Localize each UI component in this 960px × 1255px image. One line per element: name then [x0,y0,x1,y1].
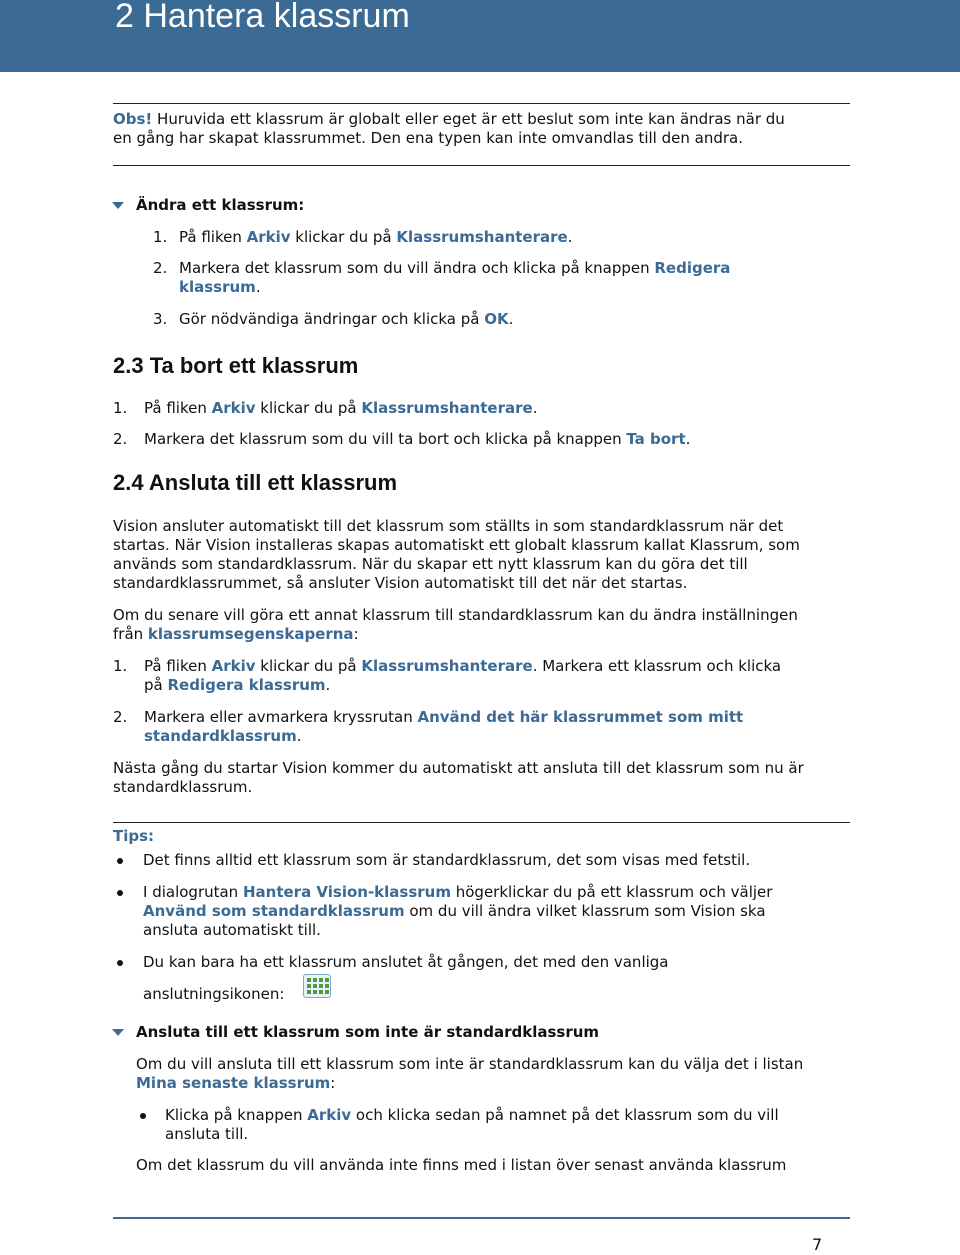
edit-step-1: 1. [153,228,168,246]
s24-para2-line1: Om du senare vill göra ett annat klassrum till standardklassrum kan du ändra inställningen [113,606,798,624]
section-2-3-heading: 2.3 Ta bort ett klassrum [113,353,359,378]
tips-rule [113,822,850,823]
s24-step-1-num: 1. [113,657,128,675]
note-bottom-rule [113,165,850,166]
connect-para1-line2: Mina senaste klassrum: [136,1074,336,1092]
tip-2-line2: Använd som standardklassrum om du vill ändra vilket klassrum som Vision ska [143,902,766,920]
edit-section-title[interactable]: Ändra ett klassrum: [136,196,305,214]
section-2-4-heading: 2.4 Ansluta till ett klassrum [113,470,398,495]
tip-3-line1: Du kan bara ha ett klassrum anslutet åt gången, det med den vanliga [143,953,669,971]
note-top-rule [113,103,850,104]
note-line-2: en gång har skapat klassrummet. Den ena typen kan inte omvandlas till den andra. [113,129,743,147]
s23-step-2-num: 2. [113,430,128,448]
connect-bullet-line2: ansluta till. [165,1125,249,1143]
note-label: Obs! [113,110,153,128]
edit-step-1-text: På fliken Arkiv klickar du på Klassrumshanterare. [179,228,573,246]
connect-para1-line1: Om du vill ansluta till ett klassrum som inte är standardklassrum kan du välja det i listan [136,1055,804,1073]
s24-para1-line2: startas. När Vision installeras skapas automatiskt ett globalt klassrum kallat Klassrum, som [113,536,800,554]
tips-title: Tips: [113,827,155,845]
s23-step-1-num: 1. [113,399,128,417]
s23-step-2-text: Markera det klassrum som du vill ta bort och klicka på knappen Ta bort. [144,430,691,448]
bullet-icon [140,1113,146,1119]
s23-step-1-text: På fliken Arkiv klickar du på Klassrumshanterare. [144,399,538,417]
s24-step-1-cont: på Redigera klassrum. [144,676,331,694]
edit-step-2-num: 2. [153,259,168,277]
edit-step-2-cont: klassrum. [179,278,261,296]
expand-triangle-icon[interactable] [112,202,124,209]
page-title: 2 Hantera klassrum [115,0,410,35]
connect-bullet-line1: Klicka på knappen Arkiv och klicka sedan på namnet på det klassrum som du vill [165,1106,779,1124]
s24-step-2-num: 2. [113,708,128,726]
s24-para2-line2: från klassrumsegenskaperna: [113,625,359,643]
connect-section-title[interactable]: Ansluta till ett klassrum som inte är standardklassrum [136,1023,600,1041]
expand-triangle-icon[interactable] [112,1029,124,1036]
edit-step-3-num: 3. [153,310,168,328]
footer-rule [113,1217,850,1219]
page-number: 7 [812,1235,823,1254]
s24-step-2-text: Markera eller avmarkera kryssrutan Använd det här klassrummet som mitt [144,708,744,726]
s24-para1-line4: standardklassrummet, så ansluter Vision automatiskt till det när det startas. [113,574,688,592]
connection-grid-icon [303,974,331,998]
connect-para2: Om det klassrum du vill använda inte finns med i listan över senast använda klassrum [136,1156,787,1174]
tip-2-line3: ansluta automatiskt till. [143,921,321,939]
tip-2-line1: I dialogrutan Hantera Vision-klassrum högerklickar du på ett klassrum och väljer [143,883,773,901]
s24-para1-line1: Vision ansluter automatiskt till det klassrum som ställts in som standardklassrum när det [113,517,784,535]
tip-1: Det finns alltid ett klassrum som är standardklassrum, det som visas med fetstil. [143,851,751,869]
edit-step-2-text: Markera det klassrum som du vill ändra och klicka på knappen Redigera [179,259,731,277]
s24-step-1-text: På fliken Arkiv klickar du på Klassrumshanterare. Markera ett klassrum och klicka [144,657,782,675]
tip-3-line2: anslutningsikonen: [143,985,285,1003]
bullet-icon [117,890,123,896]
header-banner [0,0,960,72]
bullet-icon [117,858,123,864]
edit-step-3-text: Gör nödvändiga ändringar och klicka på OK. [179,310,514,328]
s24-para3-line1: Nästa gång du startar Vision kommer du automatiskt att ansluta till det klassrum som nu är [113,759,804,777]
s24-para3-line2: standardklassrum. [113,778,253,796]
note-line-1: Obs! Huruvida ett klassrum är globalt eller eget är ett beslut som inte kan ändras när du [113,110,785,128]
s24-para1-line3: används som standardklassrum. När du skapar ett nytt klassrum kan du göra det till [113,555,748,573]
bullet-icon [117,960,123,966]
s24-step-2-cont: standardklassrum. [144,727,302,745]
